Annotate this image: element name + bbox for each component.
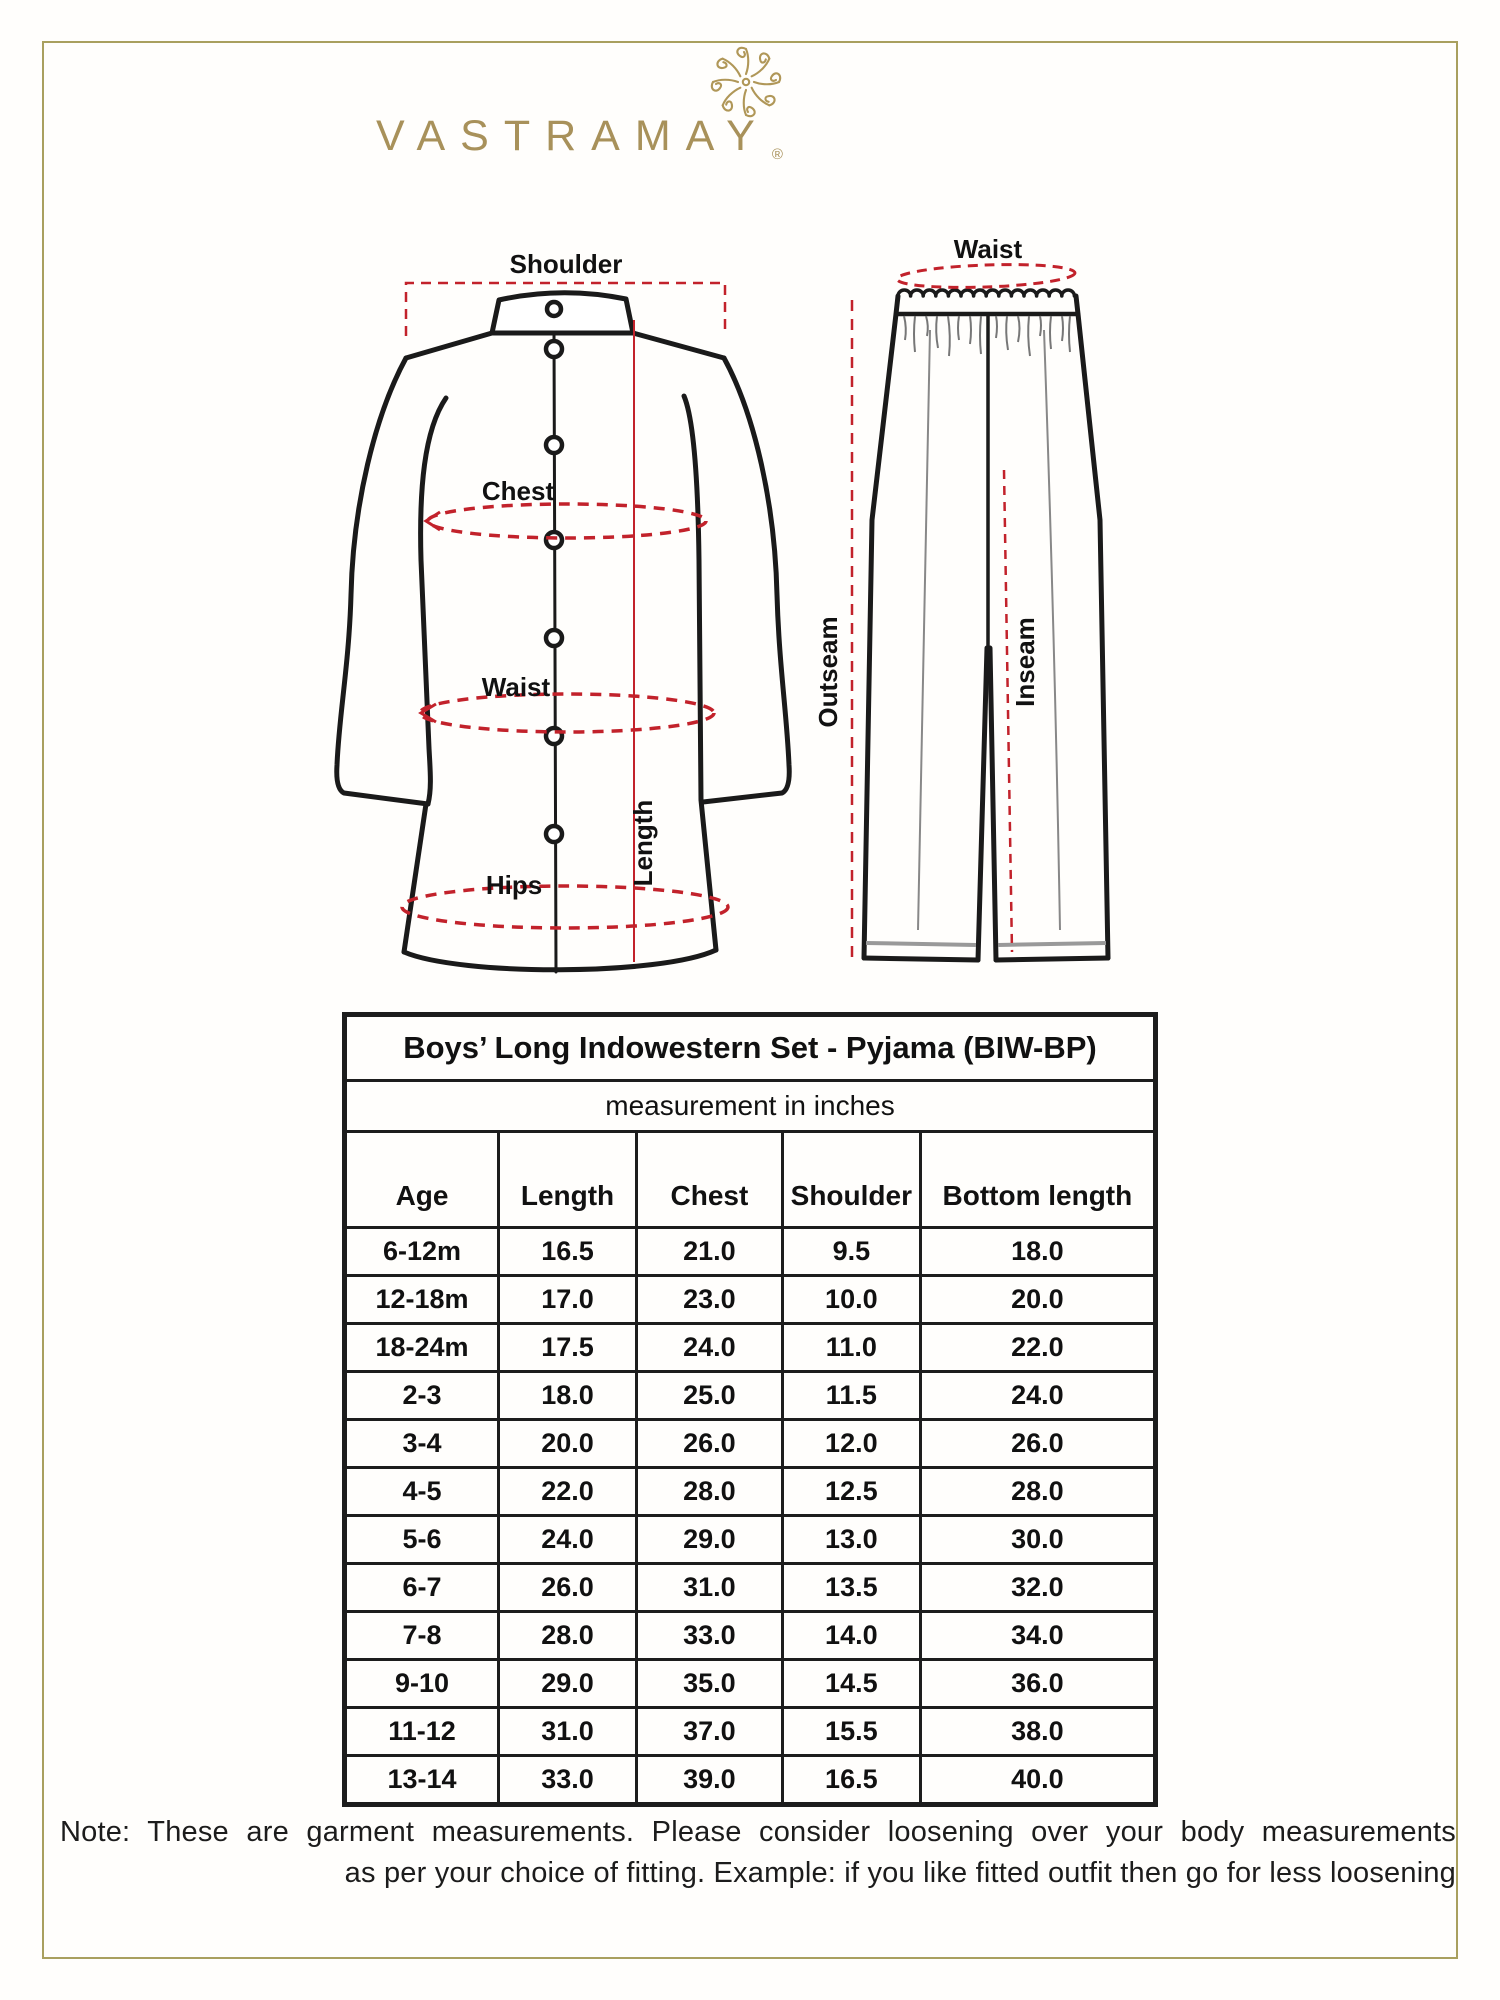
size-cell: 13-14 [345, 1756, 499, 1805]
size-row [345, 1324, 1156, 1372]
kurta-measurement-marks [402, 283, 728, 962]
size-cell: 29.0 [499, 1660, 637, 1708]
size-cell: 28.0 [920, 1468, 1155, 1516]
size-row [345, 1420, 1156, 1468]
pyjama-measurement-marks [852, 262, 1075, 958]
column-header-age: Age [345, 1132, 499, 1228]
size-cell: 33.0 [499, 1756, 637, 1805]
size-cell: 15.5 [782, 1708, 920, 1756]
size-cell: 38.0 [920, 1708, 1155, 1756]
kurta-hips-label: Hips [485, 870, 543, 900]
size-cell: 18-24m [345, 1324, 499, 1372]
size-row [345, 1468, 1156, 1516]
size-cell: 33.0 [636, 1612, 782, 1660]
size-cell: 32.0 [920, 1564, 1155, 1612]
size-cell: 14.0 [782, 1612, 920, 1660]
size-cell: 26.0 [636, 1420, 782, 1468]
size-row [345, 1516, 1156, 1564]
size-cell: 11-12 [345, 1708, 499, 1756]
size-row [345, 1660, 1156, 1708]
size-row [345, 1564, 1156, 1612]
size-cell: 31.0 [636, 1564, 782, 1612]
size-cell: 28.0 [499, 1612, 637, 1660]
size-cell: 9-10 [345, 1660, 499, 1708]
size-cell: 18.0 [499, 1372, 637, 1420]
size-cell: 26.0 [920, 1420, 1155, 1468]
size-row [345, 1228, 1156, 1276]
size-cell: 12.5 [782, 1468, 920, 1516]
kurta-shoulder-label: Shoulder [509, 249, 623, 279]
size-cell: 21.0 [636, 1228, 782, 1276]
size-row [345, 1708, 1156, 1756]
size-cell: 2-3 [345, 1372, 499, 1420]
measurement-note [60, 1812, 1456, 1894]
size-cell: 13.0 [782, 1516, 920, 1564]
size-row [345, 1612, 1156, 1660]
size-cell: 30.0 [920, 1516, 1155, 1564]
size-cell: 34.0 [920, 1612, 1155, 1660]
size-cell: 24.0 [499, 1516, 637, 1564]
size-cell: 25.0 [636, 1372, 782, 1420]
kurta-waist-label: Waist [481, 672, 551, 702]
size-cell: 3-4 [345, 1420, 499, 1468]
size-cell: 24.0 [920, 1372, 1155, 1420]
size-chart-title: Boys’ Long Indowestern Set - Pyjama (BIW-BP) [345, 1015, 1156, 1081]
size-cell: 23.0 [636, 1276, 782, 1324]
column-header-shoulder: Shoulder [782, 1132, 920, 1228]
size-cell: 24.0 [636, 1324, 782, 1372]
column-header-bottom-length: Bottom length [920, 1132, 1155, 1228]
size-cell: 18.0 [920, 1228, 1155, 1276]
size-cell: 31.0 [499, 1708, 637, 1756]
size-cell: 40.0 [920, 1756, 1155, 1805]
size-cell: 16.5 [782, 1756, 920, 1805]
pyjama-waist-label: Waist [953, 234, 1023, 264]
size-cell: 22.0 [499, 1468, 637, 1516]
kurta-chest-label: Chest [481, 476, 555, 506]
registered-trademark: ® [771, 146, 783, 163]
pyjama-line-drawing [864, 290, 1108, 960]
column-header-length: Length [499, 1132, 637, 1228]
note-line-1: Note: These are garment measurements. Please consider loosening over your body measurements [60, 1816, 1456, 1848]
brand-mandala-icon [712, 48, 780, 116]
size-cell: 29.0 [636, 1516, 782, 1564]
size-cell: 20.0 [920, 1276, 1155, 1324]
size-cell: 10.0 [782, 1276, 920, 1324]
size-cell: 12.0 [782, 1420, 920, 1468]
size-cell: 12-18m [345, 1276, 499, 1324]
size-cell: 16.5 [499, 1228, 637, 1276]
size-cell: 37.0 [636, 1708, 782, 1756]
size-cell: 6-7 [345, 1564, 499, 1612]
size-cell: 35.0 [636, 1660, 782, 1708]
size-cell: 39.0 [636, 1756, 782, 1805]
pyjama-outseam-label: Outseam [813, 616, 843, 728]
size-cell: 14.5 [782, 1660, 920, 1708]
size-cell: 11.0 [782, 1324, 920, 1372]
size-cell: 6-12m [345, 1228, 499, 1276]
size-cell: 17.0 [499, 1276, 637, 1324]
size-cell: 9.5 [782, 1228, 920, 1276]
size-row [345, 1372, 1156, 1420]
size-cell: 7-8 [345, 1612, 499, 1660]
size-cell: 13.5 [782, 1564, 920, 1612]
size-chart [342, 1012, 1158, 1807]
size-row [345, 1276, 1156, 1324]
size-cell: 5-6 [345, 1516, 499, 1564]
column-header-chest: Chest [636, 1132, 782, 1228]
size-cell: 20.0 [499, 1420, 637, 1468]
size-row [345, 1756, 1156, 1805]
pyjama-inseam-label: Inseam [1010, 617, 1040, 707]
size-cell: 22.0 [920, 1324, 1155, 1372]
size-cell: 4-5 [345, 1468, 499, 1516]
size-cell: 28.0 [636, 1468, 782, 1516]
kurta-length-label: Length [628, 799, 658, 887]
size-cell: 11.5 [782, 1372, 920, 1420]
note-line-2: as per your choice of fitting. Example: if you like fitted outfit then go for less loosening [344, 1857, 1456, 1889]
brand-name: VASTRAMAY [376, 112, 770, 160]
size-cell: 17.5 [499, 1324, 637, 1372]
pyjama-hem-lines [866, 943, 1106, 945]
kurta-line-drawing [337, 293, 789, 972]
size-cell: 26.0 [499, 1564, 637, 1612]
size-cell: 36.0 [920, 1660, 1155, 1708]
size-chart-subtitle: measurement in inches [345, 1081, 1156, 1132]
